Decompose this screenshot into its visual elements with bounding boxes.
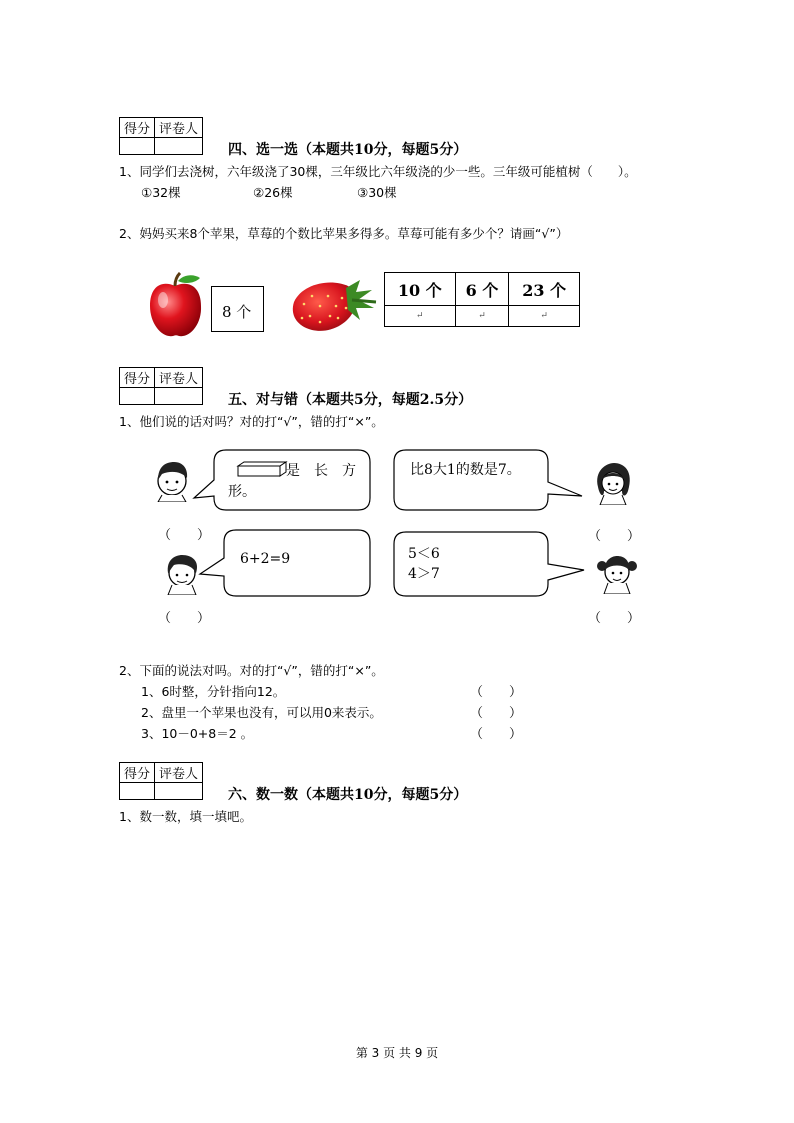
apple-count: 8 个 [222,303,252,321]
section4-title: 四、选一选（本题共10分，每题5分） [228,142,468,158]
apple-image [146,272,204,340]
speech-bubbles [150,440,650,610]
section5-title: 五、对与错（本题共5分，每题2.5分） [228,392,473,408]
bubble2-text: 比8大1的数是7。 [410,462,521,478]
choice-10: 10 个 [385,273,456,306]
s5-q2-paren-3: （ ） [470,727,523,742]
s4-q2-text: 2、妈妈买来8个苹果，草莓的个数比苹果多得多。草莓可能有多少个？请画“√”） [119,226,569,241]
strawberry-choice-table [384,272,580,327]
answer-cell-3: ↵ [509,306,580,327]
choice-6: 6 个 [455,273,509,306]
grader-label: 评卷人 [155,118,203,138]
boy-avatar-icon [152,458,192,502]
s5-q2-paren-2: （ ） [470,706,523,721]
s5-q1-text: 1、他们说的话对吗？对的打“√”，错的打“×”。 [119,414,384,429]
strawberry-image [290,278,378,334]
rectangle-shape-icon [238,462,286,476]
choice-23: 23 个 [509,273,580,306]
girl-avatar-icon [160,553,204,595]
grader-label: 评卷人 [155,368,203,388]
s4-q1-text: 1、同学们去浇树，六年级浇了30棵，三年级比六年级浇的少一些。三年级可能植树（ ）。 [119,164,637,179]
score-table [119,367,203,405]
answer-paren-3: （ ） [158,611,211,626]
score-label: 得分 [120,118,155,138]
s5-q2-item-2: 2、盘里一个苹果也没有，可以用0来表示。 [141,705,382,720]
bubble4-line1: 5＜6 [408,546,440,562]
bubble4-line2: 4＞7 [408,566,440,582]
bubble3-text: 6+2=9 [240,551,291,567]
s4-q1-option-c: ③30棵 [357,185,397,200]
score-table [119,117,203,155]
grader-label: 评卷人 [155,763,203,783]
page-number: 第 3 页 共 9 页 [355,1046,439,1060]
girl-pigtails-avatar-icon [594,552,640,594]
answer-cell-2: ↵ [455,306,509,327]
answer-paren-2: （ ） [588,529,641,544]
s5-q2-paren-1: （ ） [470,685,523,700]
s5-q2-item-1: 1、6时整，分针指向12。 [141,684,286,699]
score-label: 得分 [120,763,155,783]
bubble1-line2: 形。 [228,484,256,500]
s5-q2-item-3: 3、10－0+8＝2 。 [141,726,254,741]
s5-q2-text: 2、下面的说法对吗。对的打“√”，错的打“×”。 [119,663,384,678]
answer-cell-1: ↵ [385,306,456,327]
bubble1-line1: 是 长 方 [286,463,356,479]
s4-q1-option-a: ①32棵 [141,185,181,200]
apple-count-box [211,286,264,332]
score-table [119,762,203,800]
answer-paren-1: （ ） [158,528,211,543]
section6-title: 六、数一数（本题共10分，每题5分） [228,787,468,803]
score-label: 得分 [120,368,155,388]
answer-paren-4: （ ） [588,611,641,626]
s4-q1-option-b: ②26棵 [253,185,293,200]
girl-avatar-icon [592,461,634,505]
s6-q1-text: 1、数一数，填一填吧。 [119,809,252,824]
